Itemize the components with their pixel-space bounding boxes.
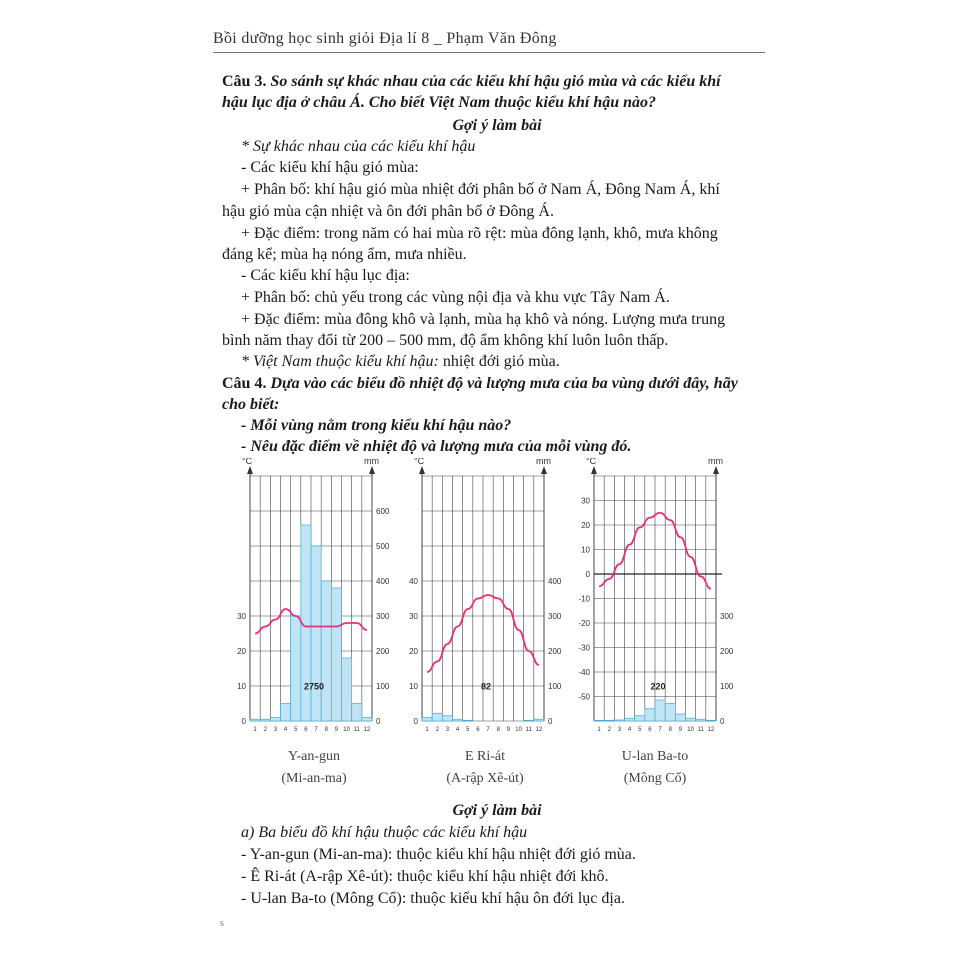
rain-bar [270, 718, 280, 722]
q3-question-line1 [222, 72, 772, 92]
rain-bar [675, 714, 685, 721]
month-label: 12 [707, 727, 715, 733]
temp-unit-label: °C [586, 458, 597, 466]
caption-station-3: U-lan Ba-to [621, 749, 689, 764]
q3-line-7: - Các kiểu khí hậu lục địa: [241, 267, 410, 284]
rain-bar [291, 616, 301, 721]
month-label: 3 [617, 727, 622, 733]
q4-question-line1 [222, 374, 772, 394]
month-label: 8 [496, 727, 500, 733]
rain-bar [432, 713, 442, 721]
rain-tick-label: 200 [720, 647, 734, 656]
rain-bar [463, 720, 473, 721]
temp-tick-label: 30 [237, 612, 246, 621]
month-label: 5 [466, 727, 470, 733]
rain-tick-label: 400 [548, 577, 562, 586]
month-label: 3 [445, 727, 450, 733]
month-label: 2 [607, 727, 611, 733]
q4-hint-heading: Gợi ý làm bài [452, 802, 542, 819]
temp-tick-label: 10 [581, 545, 590, 555]
page-mark: s [220, 918, 224, 929]
rain-tick-label: 300 [548, 612, 562, 621]
q3-line-11-italic: * Việt Nam thuộc kiểu khí hậu: [241, 353, 439, 370]
rain-bar [422, 718, 432, 722]
temp-tick-label: 20 [237, 647, 246, 656]
q3-line-8: + Phân bố: chủ yếu trong các vùng nội địa và khu vực Tây Nam Á. [241, 289, 670, 306]
q4-answer-2: - Ê Ri-át (A-rập Xê-út): thuộc kiểu khí hậu nhiệt đới khô. [241, 868, 609, 885]
q4-label: Câu 4. [222, 375, 267, 392]
rain-tick-label: 600 [376, 507, 390, 516]
q3-line-5: + Đặc điểm: trong năm có hai mùa rõ rệt: mùa đông lạnh, khô, mưa không [241, 225, 718, 242]
header-rule [213, 52, 765, 53]
q4-answer-3: - U-lan Ba-to (Mông Cổ): thuộc kiểu khí hậu ôn đới lục địa. [241, 890, 625, 907]
rain-tick-label: 500 [376, 542, 390, 551]
month-label: 10 [687, 727, 694, 733]
q4-question-text-1: Dựa vào các biểu đồ nhiệt độ và lượng mưa của ba vùng dưới đây, hãy [270, 375, 738, 392]
caption-country-3: (Mông Cổ) [623, 771, 687, 786]
month-label: 4 [283, 727, 288, 733]
month-label: 12 [535, 727, 543, 733]
month-label: 4 [627, 727, 632, 733]
month-label: 7 [658, 727, 662, 733]
q3-label: Câu 3. [222, 73, 267, 90]
month-label: 6 [648, 727, 652, 733]
month-label: 1 [253, 727, 257, 733]
rain-bar [281, 704, 291, 722]
rain-bar [362, 718, 372, 722]
temp-unit-label: °C [414, 458, 425, 466]
temp-tick-label: 40 [409, 577, 418, 586]
month-label: 11 [697, 727, 704, 733]
q3-question-text-1: So sánh sự khác nhau của các kiểu khí hậu gió mùa và các kiểu khí [270, 73, 721, 90]
climate-chart-yangon [232, 458, 390, 738]
temp-tick-label: 0 [413, 717, 418, 726]
rain-bar [706, 720, 716, 721]
rain-unit-label: mm [708, 458, 723, 466]
temp-unit-label: °C [242, 458, 253, 466]
q3-line-3: + Phân bố: khí hậu gió mùa nhiệt đới phân bố ở Nam Á, Đông Nam Á, khí [241, 181, 720, 198]
rain-tick-label: 100 [720, 682, 734, 691]
month-label: 11 [353, 727, 360, 733]
q3-line-4: hậu gió mùa cận nhiệt và ôn đới phân bố ở Đông Á. [222, 203, 554, 220]
rain-tick-label: 100 [548, 682, 562, 691]
q3-hint-heading: Gợi ý làm bài [452, 117, 542, 134]
rain-bar [260, 719, 270, 721]
rain-bar [453, 719, 463, 721]
q3-line-10: bình năm thay đổi từ 200 – 500 mm, độ ẩm không khí luôn luôn thấp. [222, 332, 669, 349]
rain-unit-label: mm [536, 458, 551, 466]
month-label: 7 [314, 727, 318, 733]
rain-bar [645, 709, 655, 721]
rain-unit-label: mm [364, 458, 379, 466]
caption-country-2: (A-rập Xê-út) [446, 771, 524, 786]
rain-bar [250, 719, 260, 721]
climate-chart-riyadh [404, 458, 562, 738]
q4-bullet-2: - Nêu đặc điểm về nhiệt độ và lượng mưa của mỗi vùng đó. [241, 438, 632, 455]
rain-bar [604, 720, 614, 721]
rain-bar [625, 718, 635, 721]
rain-bar [321, 581, 331, 721]
temp-tick-label: 20 [409, 647, 418, 656]
q3-line-6: đáng kể; mùa hạ nóng ẩm, mưa nhiều. [222, 246, 467, 263]
rain-tick-label: 200 [376, 647, 390, 656]
month-label: 1 [597, 727, 601, 733]
rain-bar [442, 716, 452, 721]
month-label: 5 [294, 727, 298, 733]
temp-tick-label: -20 [578, 619, 590, 628]
temp-tick-label: 30 [581, 496, 590, 506]
q3-line-11 [241, 352, 791, 372]
month-label: 12 [363, 727, 371, 733]
rain-bar [614, 720, 624, 721]
rain-bar [686, 718, 696, 721]
temp-tick-label: 30 [409, 612, 418, 621]
q4-answer-1: - Y-an-gun (Mi-an-ma): thuộc kiểu khí hậu nhiệt đới gió mùa. [241, 846, 636, 863]
temp-tick-label: 0 [241, 717, 246, 726]
temp-tick-label: -50 [578, 692, 590, 702]
rain-tick-label: 300 [376, 612, 390, 621]
q3-question-line2: hậu lục địa ở châu Á. Cho biết Việt Nam thuộc kiểu khí hậu nào? [222, 94, 657, 111]
q4-answer-heading: a) Ba biểu đồ khí hậu thuộc các kiểu khí hậu [241, 824, 528, 841]
month-label: 10 [515, 727, 522, 733]
rain-tick-label: 0 [548, 717, 553, 726]
rain-bar [635, 716, 645, 721]
month-label: 8 [668, 727, 672, 733]
temp-tick-label: 20 [581, 521, 590, 530]
rain-tick-label: 100 [376, 682, 390, 691]
month-label: 4 [455, 727, 460, 733]
month-label: 1 [425, 727, 429, 733]
month-label: 10 [343, 727, 350, 733]
rain-bar [665, 704, 675, 722]
rain-bar [655, 700, 665, 721]
rain-bar [534, 719, 544, 721]
rain-bar [331, 588, 341, 721]
rain-bar [311, 546, 321, 721]
month-label: 6 [476, 727, 480, 733]
rain-tick-label: 300 [720, 612, 734, 621]
caption-station-1: Y-an-gun [287, 749, 341, 764]
total-rain-label: 220 [650, 681, 666, 692]
rain-bar [594, 720, 604, 721]
caption-country-1: (Mi-an-ma) [281, 771, 347, 786]
month-label: 8 [324, 727, 328, 733]
rain-bar [524, 720, 534, 721]
q3-line-11-rest: nhiệt đới gió mùa. [438, 353, 560, 370]
q3-line-2: - Các kiểu khí hậu gió mùa: [241, 159, 419, 176]
month-label: 11 [525, 727, 532, 733]
climate-chart-ulaanbaatar [576, 458, 734, 738]
month-label: 3 [273, 727, 278, 733]
month-label: 9 [334, 727, 339, 733]
temp-tick-label: -40 [578, 668, 590, 677]
temp-tick-label: -30 [578, 643, 590, 653]
rain-tick-label: 200 [548, 647, 562, 656]
q4-bullet-1: - Mỗi vùng nằm trong kiểu khí hậu nào? [241, 417, 512, 434]
temp-tick-label: 0 [585, 570, 590, 579]
month-label: 2 [263, 727, 267, 733]
total-rain-label: 2750 [304, 681, 325, 692]
month-label: 9 [506, 727, 511, 733]
month-label: 9 [678, 727, 683, 733]
temp-tick-label: 10 [409, 682, 418, 691]
rain-tick-label: 0 [376, 717, 381, 726]
rain-tick-label: 0 [720, 717, 725, 726]
caption-station-2: E Ri-át [464, 749, 506, 764]
month-label: 2 [435, 727, 439, 733]
month-label: 6 [304, 727, 308, 733]
q3-line-1: * Sự khác nhau của các kiểu khí hậu [241, 138, 476, 155]
q4-question-line2: cho biết: [222, 396, 280, 413]
rain-bar [342, 658, 352, 721]
rain-bar [696, 719, 706, 721]
month-label: 5 [638, 727, 642, 733]
temp-tick-label: -10 [578, 594, 590, 604]
month-label: 7 [486, 727, 490, 733]
q3-line-9: + Đặc điểm: mùa đông khô và lạnh, mùa hạ khô và nóng. Lượng mưa trung [241, 311, 726, 328]
rain-bar [352, 704, 362, 722]
page-header: Bồi dưỡng học sinh giỏi Địa lí 8 _ Phạm Văn Đông [213, 30, 557, 47]
rain-tick-label: 400 [376, 577, 390, 586]
total-rain-label: 82 [481, 681, 492, 692]
temp-tick-label: 10 [237, 682, 246, 691]
